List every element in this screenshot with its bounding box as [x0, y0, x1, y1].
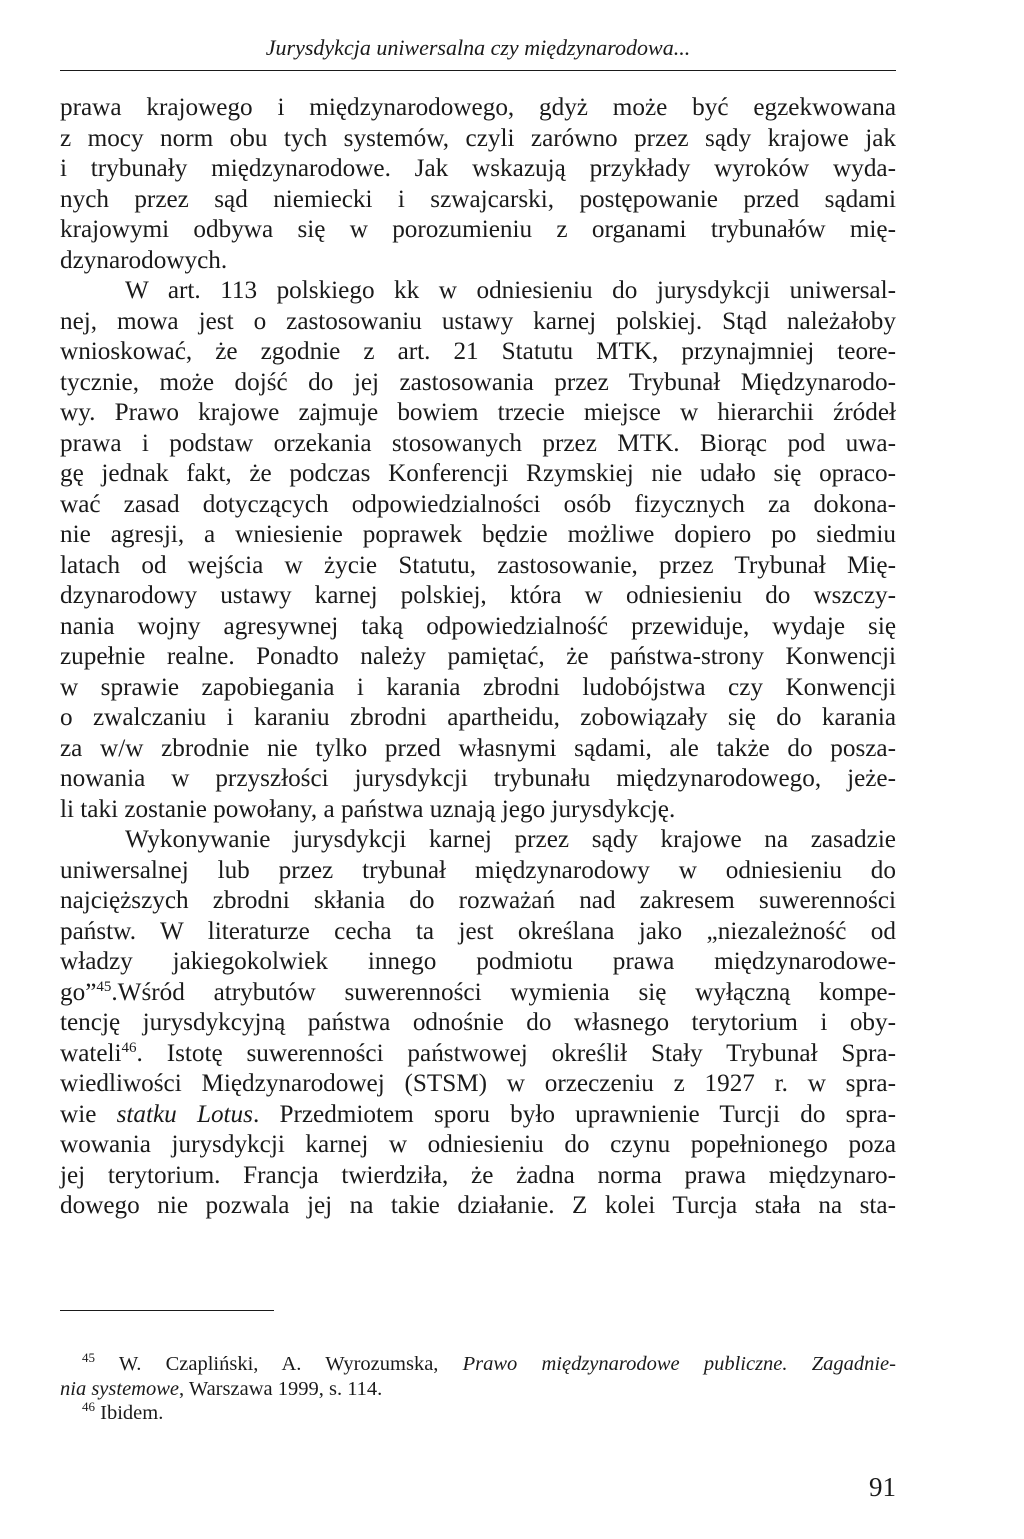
- paragraph-1: [60, 93, 896, 276]
- paragraph-3: [60, 825, 896, 1222]
- text-line: nie agresji, a wniesienie poprawek będzie możliwe dopiero po siedmiu: [60, 521, 896, 548]
- text-line: W art. 113 polskiego kk w odniesieniu do jurysdykcji uniwersal-: [125, 277, 896, 304]
- footnote-45: [60, 1352, 896, 1377]
- text-line: jej terytorium. Francja twierdziła, że żadna norma prawa międzynaro-: [60, 1161, 896, 1189]
- text-line: z mocy norm obu tych systemów, czyli zarówno przez sądy krajowe jak: [60, 124, 896, 152]
- footnote-text: Ibidem.: [95, 1402, 164, 1424]
- footnote-46: [60, 1401, 896, 1426]
- text-line: dzynarodowych.: [60, 246, 228, 274]
- page-number: 91: [869, 1472, 896, 1502]
- text-line: prawa i podstaw orzekania stosowanych przez MTK. Biorąc pod uwa-: [60, 429, 896, 457]
- text-run: . Przedmiotem sporu było uprawnienie Turcji do spra-: [252, 1100, 896, 1128]
- text-line: nowania w przyszłości jurysdykcji trybunału międzynarodowego, jeże-: [60, 765, 896, 792]
- footnote-rule: [60, 1310, 274, 1311]
- header-rule: [60, 70, 896, 71]
- text-line: [60, 1100, 896, 1131]
- text-line: państw. W literaturze cecha ta jest określana jako „niezależność od: [60, 917, 896, 945]
- text-line: najcięższych zbrodni skłania do rozważań nad zakresem suwerenności: [60, 887, 896, 914]
- text-line: gę jednak fakt, że podczas Konferencji Rzymskiej nie udało się opraco-: [60, 460, 896, 487]
- text-line: krajowymi odbywa się w porozumieniu z organami trybunałów mię-: [60, 216, 896, 243]
- text-line: wy. Prawo krajowe zajmuje bowiem trzecie miejsce w hierarchii źródeł: [60, 399, 896, 426]
- paragraph-2: [60, 276, 896, 825]
- text-line: wać zasad dotyczących odpowiedzialności osób fizycznych za dokona-: [60, 490, 896, 518]
- text-run: go”: [60, 978, 97, 1006]
- footnote-title: nia systemowe: [60, 1377, 179, 1400]
- text-line: za w/w zbrodnie nie tylko przed własnymi sądami, ale także do posza-: [60, 734, 896, 762]
- footnotes: [60, 1352, 896, 1426]
- text-run: wie: [60, 1100, 117, 1128]
- text-line: wiedliwości Międzynarodowej (STSM) w orzeczeniu z 1927 r. w spra-: [60, 1070, 896, 1097]
- footnote-number: 46: [82, 1399, 95, 1414]
- text-run: wateli: [60, 1039, 122, 1067]
- main-text: [60, 93, 896, 1222]
- running-header: Jurysdykcja uniwersalna czy międzynarodowa...: [265, 35, 691, 60]
- text-line: Wykonywanie jurysdykcji karnej przez sądy krajowe na zasadzie: [125, 826, 896, 853]
- text-line: nej, mowa jest o zastosowaniu ustawy karnej polskiej. Stąd należałoby: [60, 307, 896, 335]
- text-line: o zwalczaniu i karaniu zbrodni apartheidu, zobowiązały się do karania: [60, 704, 896, 731]
- footnote-45-cont: [60, 1377, 896, 1402]
- text-line: władzy jakiegokolwiek innego podmiotu prawa międzynarodowe-: [60, 948, 896, 975]
- text-line: [60, 978, 896, 1009]
- text-line: dowego nie pozwala jej na takie działanie. Z kolei Turcja stała na sta-: [60, 1192, 896, 1219]
- text-line: dzynarodowy ustawy karnej polskiej, która w odniesieniu do wszczy-: [60, 582, 896, 609]
- text-line: tycznie, może dojść do jej zastosowania przez Trybunał Międzynarodo-: [60, 368, 896, 396]
- text-line: prawa krajowego i międzynarodowego, gdyż może być egzekwowana: [60, 94, 896, 121]
- text-line: [60, 1039, 896, 1070]
- text-line: li taki zostanie powołany, a państwa uznają jego jurysdykcję.: [60, 795, 676, 823]
- text-line: nania wojny agresywnej taką odpowiedzialność przewiduje, wydaje się: [60, 612, 896, 640]
- text-line: uniwersalnej lub przez trybunał międzynarodowy w odniesieniu do: [60, 856, 896, 884]
- text-line: w sprawie zapobiegania i karania zbrodni ludobójstwa czy Konwencji: [60, 673, 896, 701]
- text-line: zupełnie realne. Ponadto należy pamiętać, że państwa-strony Konwencji: [60, 643, 896, 670]
- text-line: i trybunały międzynarodowe. Jak wskazują przykłady wyroków wyda-: [60, 155, 896, 182]
- text-run: . Istotę suwerenności państwowej określił Stały Trybunał Spra-: [136, 1039, 896, 1067]
- text-line: wowania jurysdykcji karnej w odniesieniu do czynu popełnionego poza: [60, 1131, 896, 1158]
- footnote-rest: , Warszawa 1999, s. 114.: [179, 1377, 383, 1400]
- footnote-number: 45: [82, 1350, 95, 1365]
- footnote-author: W. Czapliński, A. Wyrozumska,: [95, 1353, 463, 1375]
- footnote-ref-45[interactable]: 45: [96, 978, 112, 995]
- text-line: latach od wejścia w życie Statutu, zastosowanie, przez Trybunał Mię-: [60, 551, 896, 579]
- text-line: wnioskować, że zgodnie z art. 21 Statutu MTK, przynajmniej teore-: [60, 338, 896, 365]
- footnote-title: Prawo międzynarodowe publiczne. Zagadnie-: [462, 1353, 896, 1375]
- text-run: .Wśród atrybutów suwerenności wymienia się wyłączną kompe-: [111, 978, 896, 1006]
- text-line: tencję jurysdykcyjną państwa odnośnie do własnego terytorium i oby-: [60, 1009, 896, 1036]
- case-name-italic: statku Lotus: [116, 1100, 253, 1128]
- footnote-ref-46[interactable]: 46: [121, 1039, 137, 1056]
- text-line: nych przez sąd niemiecki i szwajcarski, postępowanie przed sądami: [60, 185, 896, 213]
